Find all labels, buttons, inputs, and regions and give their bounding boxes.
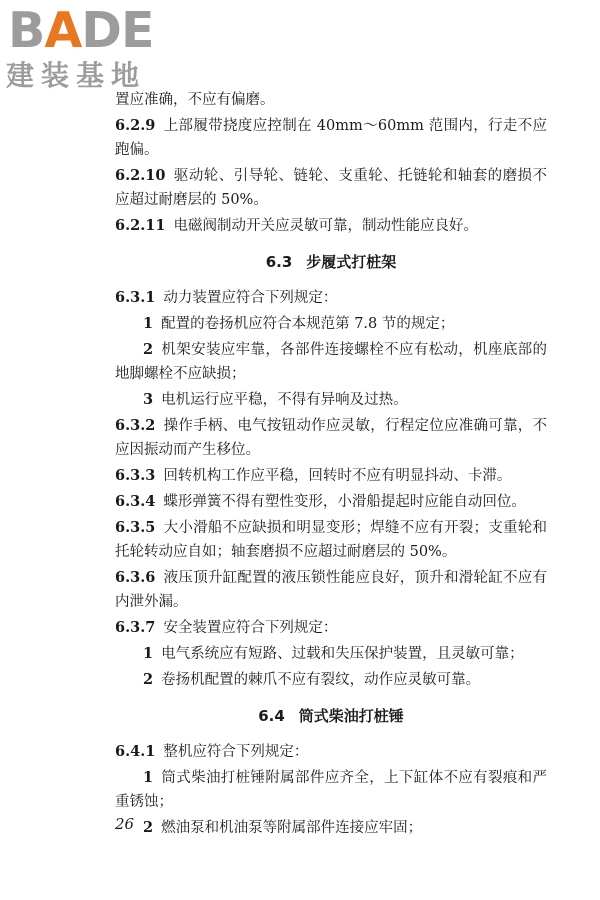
document-body <box>115 88 547 842</box>
logo-wordmark: BADE <box>8 2 154 59</box>
clause-6-3-6: 6.3.6 液压顶升缸配置的液压锁性能应良好，顶升和滑轮缸不应有内泄外漏。 <box>115 569 547 610</box>
section-heading-6-3: 6.3 步履式打桩架 <box>265 253 397 271</box>
list-item: 3 电机运行应平稳，不得有异响及过热。 <box>143 391 408 408</box>
paragraph-continuation: 置应准确，不应有偏磨。 <box>115 92 275 108</box>
section-heading-6-4: 6.4 筒式柴油打桩锤 <box>258 707 404 725</box>
clause-6-2-9: 6.2.9 上部履带挠度应控制在 40mm～60mm 范围内，行走不应跑偏。 <box>115 117 547 158</box>
list-item: 2 燃油泵和机油泵等附属部件连接应牢固； <box>143 819 423 836</box>
list-item: 1 筒式柴油打桩锤附属部件应齐全，上下缸体不应有裂痕和严重锈蚀； <box>115 769 547 810</box>
clause-6-3-1: 6.3.1 动力装置应符合下列规定： <box>115 289 338 306</box>
bade-logo <box>6 4 176 96</box>
page-number: 26 <box>115 815 135 833</box>
clause-6-4-1: 6.4.1 整机应符合下列规定： <box>115 743 309 760</box>
logo-subtitle: 建装基地 <box>6 59 147 92</box>
clause-6-3-3: 6.3.3 回转机构工作应平稳，回转时不应有明显抖动、卡滞。 <box>115 467 512 484</box>
list-item: 1 配置的卷扬机应符合本规范第 7.8 节的规定； <box>143 315 455 332</box>
clause-6-2-10: 6.2.10 驱动轮、引导轮、链轮、支重轮、托链轮和轴套的磨损不应超过耐磨层的 50%。 <box>115 167 547 208</box>
list-item: 2 卷扬机配置的棘爪不应有裂纹，动作应灵敏可靠。 <box>143 671 481 688</box>
clause-6-3-2: 6.3.2 操作手柄、电气按钮动作应灵敏，行程定位应准确可靠，不应因振动而产生移位。 <box>115 417 547 458</box>
list-item: 1 电气系统应有短路、过载和失压保护装置，且灵敏可靠； <box>143 645 524 662</box>
list-item: 2 机架安装应牢靠，各部件连接螺栓不应有松动，机座底部的地脚螺栓不应缺损； <box>115 341 547 382</box>
clause-6-3-7: 6.3.7 安全装置应符合下列规定： <box>115 619 338 636</box>
clause-6-3-4: 6.3.4 蝶形弹簧不得有塑性变形，小滑船提起时应能自动回位。 <box>115 493 526 510</box>
clause-6-3-5: 6.3.5 大小滑船不应缺损和明显变形；焊缝不应有开裂；支重轮和托轮转动应自如；轴套磨损不应超过耐磨层的 50%。 <box>115 519 547 560</box>
clause-6-2-11: 6.2.11 电磁阀制动开关应灵敏可靠，制动性能应良好。 <box>115 217 478 234</box>
